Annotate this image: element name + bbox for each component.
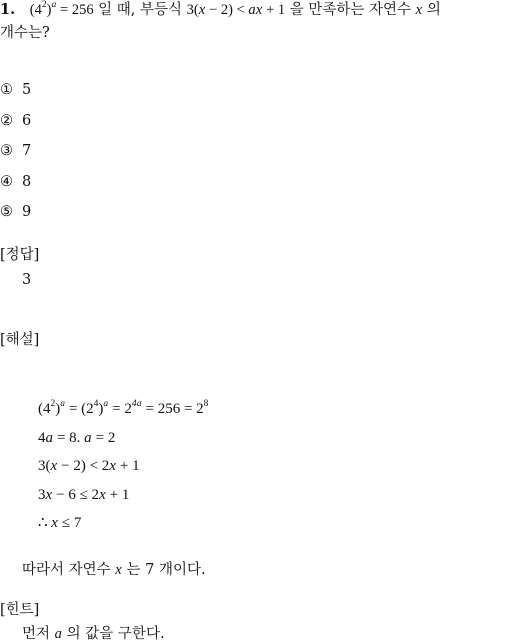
question-text-part1: 일 때, 부등식 <box>93 2 187 18</box>
explanation-label: [해설] <box>0 332 40 348</box>
hint-text: 먼저 a 의 값을 구한다. <box>22 626 165 642</box>
choice-3-mark: ③ <box>0 143 13 159</box>
choice-1-mark: ① <box>0 82 13 98</box>
choice-4-value: 8 <box>22 174 32 190</box>
choice-2[interactable] <box>0 111 31 131</box>
answer-label: [정답] <box>0 247 40 263</box>
question-variable-x: x <box>415 2 423 18</box>
answer-value: 3 <box>22 272 32 288</box>
choice-2-value: 6 <box>22 113 32 129</box>
choice-5-mark: ⑤ <box>0 204 13 220</box>
choice-3[interactable] <box>0 141 31 161</box>
choice-4-mark: ④ <box>0 174 13 190</box>
choice-3-value: 7 <box>22 143 32 159</box>
question-text-part2: 을 만족하는 자연수 <box>285 2 416 18</box>
choice-1-value: 5 <box>22 82 32 98</box>
explanation-equation-4: 3x − 6 ≤ 2x + 1 <box>38 487 130 503</box>
question-text-part3: 의 <box>422 2 441 18</box>
question-line-1 <box>0 0 441 20</box>
choice-4[interactable] <box>0 172 31 192</box>
choice-5-value: 9 <box>22 204 32 220</box>
explanation-conclusion: 따라서 자연수 x 는 7 개이다. <box>22 562 206 578</box>
question-inequality: 3(x − 2) < ax + 1 <box>186 2 286 18</box>
explanation-equation-1: $(4^2)^a = (2^4)^a = 2^{4a} = 256 = 2^8$ <box>38 399 209 417</box>
question-power-expression: $(4^2)^a = 256$ <box>29 0 94 18</box>
hint-label: [힌트] <box>0 602 40 618</box>
explanation-equation-5: ∴ x ≤ 7 <box>38 515 82 531</box>
choice-2-mark: ② <box>0 113 13 129</box>
choice-1[interactable] <box>0 80 31 100</box>
choice-5[interactable] <box>0 202 31 222</box>
question-line-2: 개수는? <box>0 25 50 41</box>
explanation-equation-2: 4a = 8. a = 2 <box>38 430 116 446</box>
question-number: 1. <box>0 1 16 18</box>
explanation-equation-3: 3(x − 2) < 2x + 1 <box>38 458 140 474</box>
